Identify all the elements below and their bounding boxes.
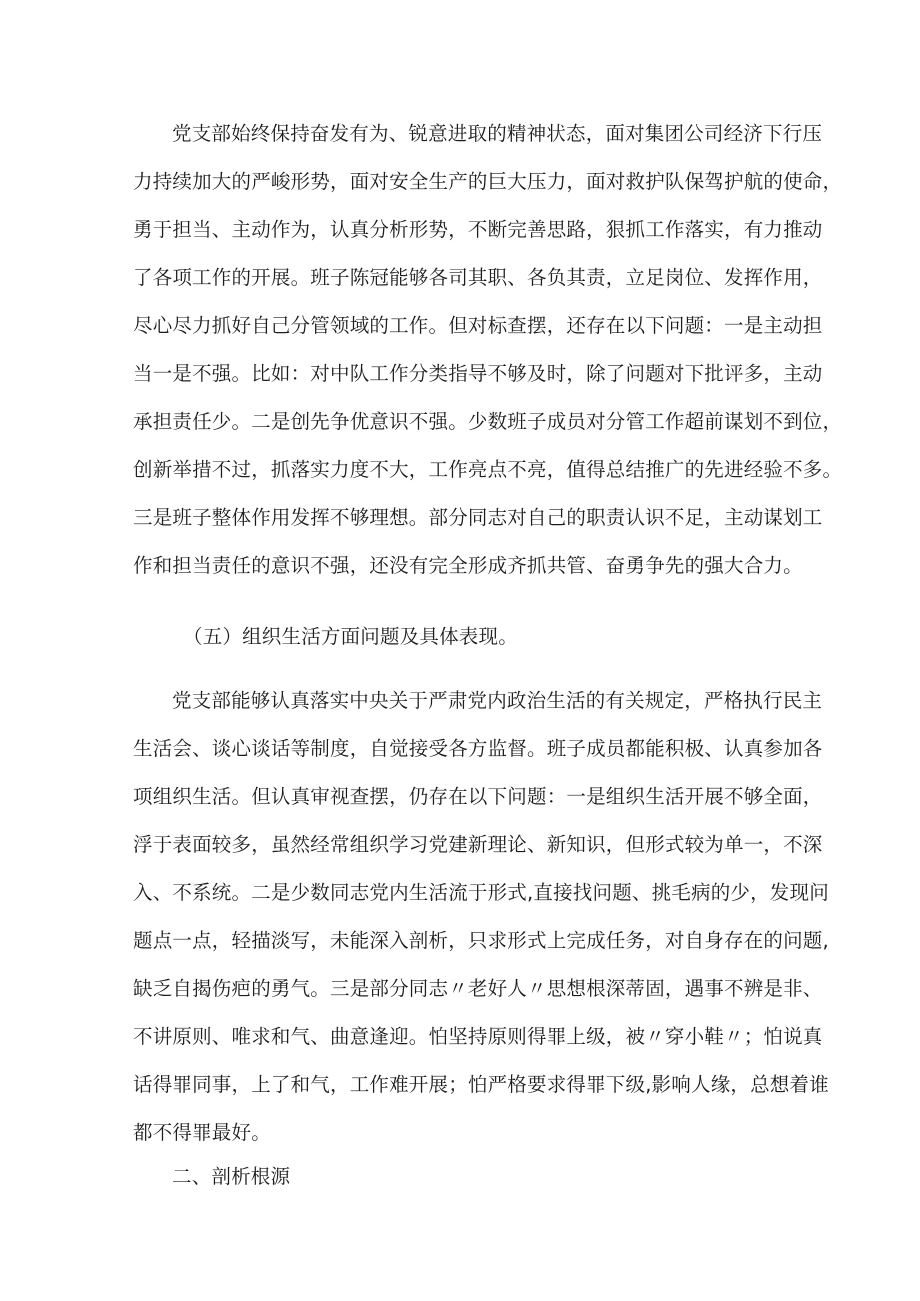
paragraph-1-line-1: 党支部始终保持奋发有为、锐意进取的精神状态，面对集团公司经济下行压 (172, 122, 823, 145)
paragraph-2-line-9: 话得罪同事，上了和气，工作难开展；怕严格要求得罪下级,影响人缘，总想着谁 (133, 1073, 829, 1096)
paragraph-1-line-10: 作和担当责任的意识不强，还没有完全形成齐抓共管、奋勇争先的强大合力。 (133, 554, 803, 577)
paragraph-2-line-8: 不讲原则、唯求和气、曲意逢迎。怕坚持原则得罪上级，被〃穿小鞋〃；怕说真 (133, 1025, 823, 1048)
paragraph-2-line-2: 生活会、谈心谈话等制度，自觉接受各方监督。班子成员都能积极、认真参加各 (133, 737, 823, 760)
paragraph-2-line-6: 题点一点，轻描淡写，未能深入剖析，只求形式上完成任务，对自身存在的问题, (133, 929, 829, 952)
paragraph-2-line-3: 项组织生活。但认真审视查摆，仍存在以下问题：一是组织生活开展不够全面， (133, 785, 823, 808)
paragraph-1-line-8: 创新举措不过，抓落实力度不大，工作亮点不亮，值得总结推广的先进经验不多。 (133, 458, 843, 481)
paragraph-1-line-5: 尽心尽力抓好自己分管领域的工作。但对标查摆，还存在以下问题：一是主动担 (133, 314, 823, 337)
paragraph-1-line-6: 当一是不强。比如：对中队工作分类指导不够及时，除了问题对下批评多，主动 (133, 362, 823, 385)
paragraph-2-line-4: 浮于表面较多，虽然经常组织学习党建新理论、新知识，但形式较为单一，不深 (133, 833, 823, 856)
paragraph-1-line-3: 勇于担当、主动作为，认真分析形势，不断完善思路，狠抓工作落实，有力推动 (133, 218, 823, 241)
section-heading-two: 二、剖析根源 (172, 1165, 291, 1188)
paragraph-2-line-5: 入、不系统。二是少数同志党内生活流于形式,直接找问题、挑毛病的少，发现问 (133, 881, 829, 904)
paragraph-1-line-7: 承担责任少。二是创先争优意识不强。少数班子成员对分管工作超前谋划不到位， (133, 410, 843, 433)
paragraph-1-line-2: 力持续加大的严峻形势，面对安全生产的巨大压力，面对救护队保驾护航的使命， (133, 170, 843, 193)
paragraph-2-line-7: 缺乏自揭伤疤的勇气。三是部分同志〃老好人〃思想根深蒂固，遇事不辨是非、 (133, 977, 823, 1000)
paragraph-1-line-9: 三是班子整体作用发挥不够理想。部分同志对自己的职责认识不足，主动谋划工 (133, 506, 823, 529)
paragraph-2-line-10: 都不得罪最好。 (133, 1121, 271, 1144)
paragraph-2-line-1: 党支部能够认真落实中央关于严肃党内政治生活的有关规定，严格执行民主 (172, 689, 823, 712)
section-heading-five: （五）组织生活方面问题及具体表现。 (183, 625, 518, 648)
paragraph-1-line-4: 了各项工作的开展。班子陈冠能够各司其职、各负其责，立足岗位、发挥作用， (133, 266, 823, 289)
